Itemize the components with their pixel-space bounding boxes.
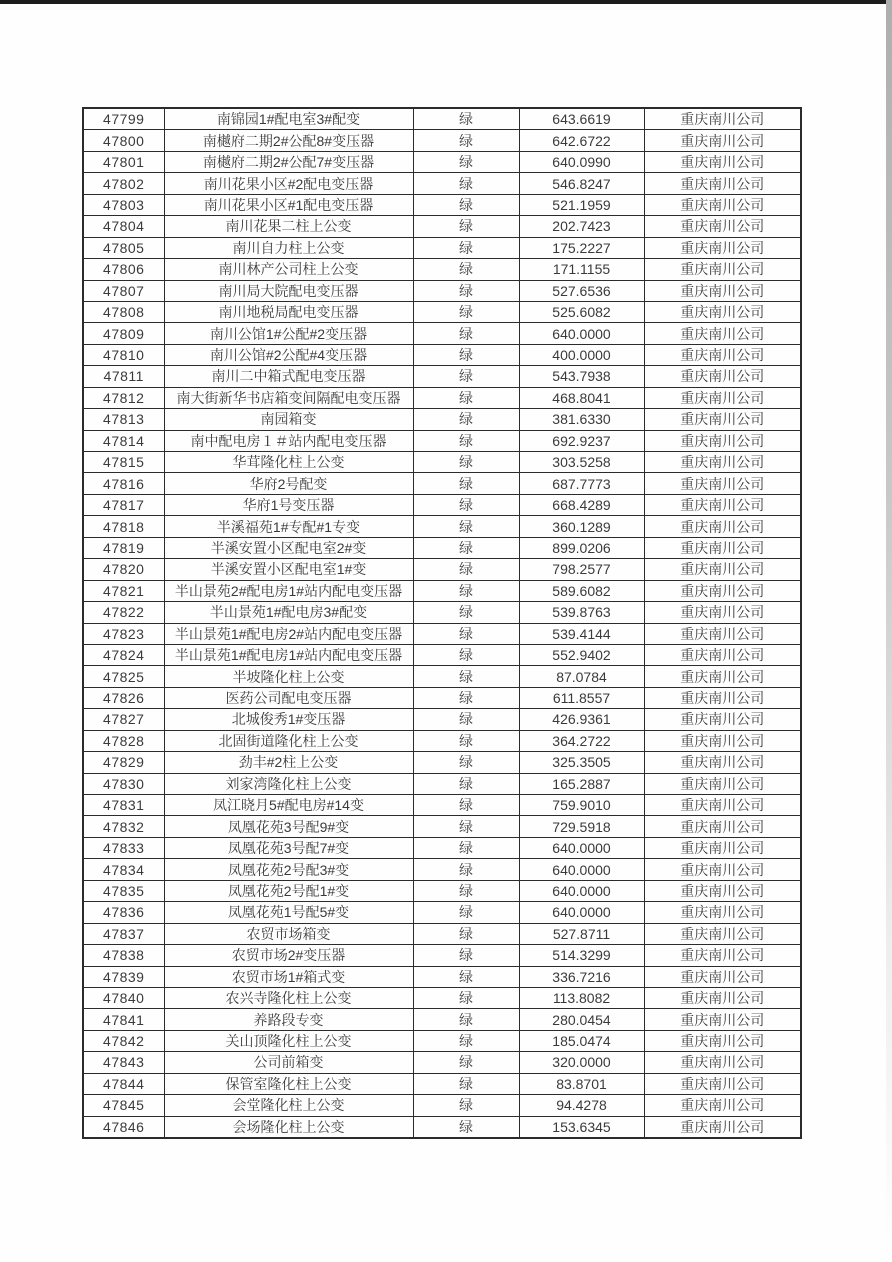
id-cell: 47846 [83, 1116, 164, 1138]
company-cell: 重庆南川公司 [644, 1052, 801, 1073]
id-cell: 47801 [83, 151, 164, 172]
name-cell: 南川二中箱式配电变压器 [164, 366, 413, 387]
value-cell: 640.0000 [519, 859, 644, 880]
value-cell: 640.0000 [519, 837, 644, 858]
name-cell: 南锦园1#配电室3#配变 [164, 108, 413, 130]
table-row [83, 1052, 801, 1073]
status-cell: 绿 [413, 194, 519, 215]
table-row [83, 516, 801, 537]
value-cell: 320.0000 [519, 1052, 644, 1073]
id-cell: 47805 [83, 237, 164, 258]
status-cell: 绿 [413, 173, 519, 194]
value-cell: 153.6345 [519, 1116, 644, 1138]
table-row [83, 602, 801, 623]
table-row [83, 730, 801, 751]
table-row [83, 902, 801, 923]
name-cell: 农贸市场2#变压器 [164, 945, 413, 966]
name-cell: 半坡隆化柱上公变 [164, 666, 413, 687]
status-cell: 绿 [413, 773, 519, 794]
id-cell: 47815 [83, 452, 164, 473]
value-cell: 364.2722 [519, 730, 644, 751]
table-row [83, 494, 801, 515]
table-row [83, 366, 801, 387]
id-cell: 47830 [83, 773, 164, 794]
name-cell: 半山景苑1#配电房2#站内配电变压器 [164, 623, 413, 644]
table-row [83, 344, 801, 365]
table-row [83, 837, 801, 858]
table-row [83, 1116, 801, 1138]
name-cell: 南川林产公司柱上公变 [164, 259, 413, 280]
company-cell: 重庆南川公司 [644, 623, 801, 644]
id-cell: 47799 [83, 108, 164, 130]
table-row [83, 173, 801, 194]
table-row [83, 966, 801, 987]
name-cell: 会场隆化柱上公变 [164, 1116, 413, 1138]
status-cell: 绿 [413, 494, 519, 515]
status-cell: 绿 [413, 730, 519, 751]
company-cell: 重庆南川公司 [644, 452, 801, 473]
id-cell: 47820 [83, 559, 164, 580]
status-cell: 绿 [413, 709, 519, 730]
name-cell: 凤凰花苑3号配7#变 [164, 837, 413, 858]
status-cell: 绿 [413, 666, 519, 687]
status-cell: 绿 [413, 323, 519, 344]
name-cell: 南园箱变 [164, 409, 413, 430]
table-row [83, 430, 801, 451]
id-cell: 47814 [83, 430, 164, 451]
company-cell: 重庆南川公司 [644, 559, 801, 580]
company-cell: 重庆南川公司 [644, 752, 801, 773]
name-cell: 养路段专变 [164, 1009, 413, 1030]
id-cell: 47837 [83, 923, 164, 944]
status-cell: 绿 [413, 473, 519, 494]
value-cell: 759.9010 [519, 795, 644, 816]
name-cell: 半山景苑2#配电房1#站内配电变压器 [164, 580, 413, 601]
name-cell: 南川地税局配电变压器 [164, 301, 413, 322]
name-cell: 农贸市场1#箱式变 [164, 966, 413, 987]
table-row [83, 644, 801, 665]
value-cell: 113.8082 [519, 987, 644, 1008]
value-cell: 589.6082 [519, 580, 644, 601]
name-cell: 医药公司配电变压器 [164, 687, 413, 708]
name-cell: 凤凰花苑1号配5#变 [164, 902, 413, 923]
status-cell: 绿 [413, 216, 519, 237]
company-cell: 重庆南川公司 [644, 987, 801, 1008]
company-cell: 重庆南川公司 [644, 130, 801, 151]
value-cell: 899.0206 [519, 537, 644, 558]
table-row [83, 795, 801, 816]
value-cell: 640.0000 [519, 880, 644, 901]
id-cell: 47800 [83, 130, 164, 151]
value-cell: 539.8763 [519, 602, 644, 623]
value-cell: 668.4289 [519, 494, 644, 515]
name-cell: 半山景苑1#配电房1#站内配电变压器 [164, 644, 413, 665]
status-cell: 绿 [413, 945, 519, 966]
status-cell: 绿 [413, 923, 519, 944]
name-cell: 农兴寺隆化柱上公变 [164, 987, 413, 1008]
status-cell: 绿 [413, 301, 519, 322]
table-row [83, 237, 801, 258]
value-cell: 280.0454 [519, 1009, 644, 1030]
value-cell: 546.8247 [519, 173, 644, 194]
id-cell: 47839 [83, 966, 164, 987]
company-cell: 重庆南川公司 [644, 880, 801, 901]
company-cell: 重庆南川公司 [644, 237, 801, 258]
table-row [83, 752, 801, 773]
status-cell: 绿 [413, 1009, 519, 1030]
equipment-table-wrap [82, 107, 802, 1139]
name-cell: 关山顶隆化柱上公变 [164, 1030, 413, 1051]
id-cell: 47816 [83, 473, 164, 494]
id-cell: 47821 [83, 580, 164, 601]
value-cell: 521.1959 [519, 194, 644, 215]
company-cell: 重庆南川公司 [644, 473, 801, 494]
table-row [83, 473, 801, 494]
id-cell: 47811 [83, 366, 164, 387]
status-cell: 绿 [413, 987, 519, 1008]
table-row [83, 452, 801, 473]
name-cell: 刘家湾隆化柱上公变 [164, 773, 413, 794]
name-cell: 南大街新华书店箱变间隔配电变压器 [164, 387, 413, 408]
company-cell: 重庆南川公司 [644, 837, 801, 858]
company-cell: 重庆南川公司 [644, 687, 801, 708]
value-cell: 687.7773 [519, 473, 644, 494]
name-cell: 公司前箱变 [164, 1052, 413, 1073]
company-cell: 重庆南川公司 [644, 108, 801, 130]
name-cell: 华府2号配变 [164, 473, 413, 494]
name-cell: 华茸隆化柱上公变 [164, 452, 413, 473]
name-cell: 南樾府二期2#公配7#变压器 [164, 151, 413, 172]
value-cell: 468.8041 [519, 387, 644, 408]
company-cell: 重庆南川公司 [644, 516, 801, 537]
company-cell: 重庆南川公司 [644, 301, 801, 322]
status-cell: 绿 [413, 1095, 519, 1116]
company-cell: 重庆南川公司 [644, 280, 801, 301]
page-right-edge [886, 0, 892, 1262]
status-cell: 绿 [413, 537, 519, 558]
company-cell: 重庆南川公司 [644, 259, 801, 280]
name-cell: 半溪安置小区配电室2#变 [164, 537, 413, 558]
table-row [83, 1030, 801, 1051]
name-cell: 南中配电房１＃站内配电变压器 [164, 430, 413, 451]
table-row [83, 259, 801, 280]
value-cell: 360.1289 [519, 516, 644, 537]
status-cell: 绿 [413, 687, 519, 708]
value-cell: 527.8711 [519, 923, 644, 944]
status-cell: 绿 [413, 280, 519, 301]
id-cell: 47844 [83, 1073, 164, 1094]
status-cell: 绿 [413, 859, 519, 880]
table-row [83, 773, 801, 794]
name-cell: 会堂隆化柱上公变 [164, 1095, 413, 1116]
table-row [83, 816, 801, 837]
value-cell: 692.9237 [519, 430, 644, 451]
company-cell: 重庆南川公司 [644, 194, 801, 215]
name-cell: 南川公馆#2公配#4变压器 [164, 344, 413, 365]
id-cell: 47824 [83, 644, 164, 665]
value-cell: 325.3505 [519, 752, 644, 773]
name-cell: 半山景苑1#配电房3#配变 [164, 602, 413, 623]
company-cell: 重庆南川公司 [644, 173, 801, 194]
table-row [83, 880, 801, 901]
table-row [83, 130, 801, 151]
table-row [83, 108, 801, 130]
name-cell: 南川自力柱上公变 [164, 237, 413, 258]
name-cell: 北固街道隆化柱上公变 [164, 730, 413, 751]
value-cell: 640.0000 [519, 323, 644, 344]
company-cell: 重庆南川公司 [644, 666, 801, 687]
name-cell: 南川花果小区#1配电变压器 [164, 194, 413, 215]
company-cell: 重庆南川公司 [644, 494, 801, 515]
table-row [83, 580, 801, 601]
id-cell: 47812 [83, 387, 164, 408]
name-cell: 半溪安置小区配电室1#变 [164, 559, 413, 580]
status-cell: 绿 [413, 387, 519, 408]
status-cell: 绿 [413, 795, 519, 816]
value-cell: 426.9361 [519, 709, 644, 730]
status-cell: 绿 [413, 902, 519, 923]
company-cell: 重庆南川公司 [644, 430, 801, 451]
company-cell: 重庆南川公司 [644, 1030, 801, 1051]
status-cell: 绿 [413, 409, 519, 430]
value-cell: 642.6722 [519, 130, 644, 151]
id-cell: 47818 [83, 516, 164, 537]
value-cell: 303.5258 [519, 452, 644, 473]
id-cell: 47835 [83, 880, 164, 901]
table-row [83, 859, 801, 880]
table-row [83, 1095, 801, 1116]
company-cell: 重庆南川公司 [644, 644, 801, 665]
id-cell: 47836 [83, 902, 164, 923]
id-cell: 47813 [83, 409, 164, 430]
value-cell: 175.2227 [519, 237, 644, 258]
id-cell: 47804 [83, 216, 164, 237]
status-cell: 绿 [413, 1073, 519, 1094]
id-cell: 47838 [83, 945, 164, 966]
table-row [83, 987, 801, 1008]
id-cell: 47809 [83, 323, 164, 344]
company-cell: 重庆南川公司 [644, 323, 801, 344]
value-cell: 83.8701 [519, 1073, 644, 1094]
status-cell: 绿 [413, 1116, 519, 1138]
status-cell: 绿 [413, 344, 519, 365]
table-row [83, 687, 801, 708]
value-cell: 640.0000 [519, 902, 644, 923]
company-cell: 重庆南川公司 [644, 816, 801, 837]
id-cell: 47828 [83, 730, 164, 751]
value-cell: 552.9402 [519, 644, 644, 665]
id-cell: 47845 [83, 1095, 164, 1116]
id-cell: 47810 [83, 344, 164, 365]
company-cell: 重庆南川公司 [644, 1073, 801, 1094]
name-cell: 南川局大院配电变压器 [164, 280, 413, 301]
name-cell: 南川公馆1#公配#2变压器 [164, 323, 413, 344]
company-cell: 重庆南川公司 [644, 945, 801, 966]
company-cell: 重庆南川公司 [644, 795, 801, 816]
table-row [83, 559, 801, 580]
id-cell: 47803 [83, 194, 164, 215]
table-row [83, 623, 801, 644]
name-cell: 凤江晓月5#配电房#14变 [164, 795, 413, 816]
table-row [83, 280, 801, 301]
value-cell: 94.4278 [519, 1095, 644, 1116]
value-cell: 336.7216 [519, 966, 644, 987]
value-cell: 525.6082 [519, 301, 644, 322]
name-cell: 北城俊秀1#变压器 [164, 709, 413, 730]
table-row [83, 301, 801, 322]
value-cell: 539.4144 [519, 623, 644, 644]
id-cell: 47817 [83, 494, 164, 515]
status-cell: 绿 [413, 1052, 519, 1073]
name-cell: 南樾府二期2#公配8#变压器 [164, 130, 413, 151]
name-cell: 凤凰花苑3号配9#变 [164, 816, 413, 837]
status-cell: 绿 [413, 452, 519, 473]
table-row [83, 387, 801, 408]
value-cell: 798.2577 [519, 559, 644, 580]
status-cell: 绿 [413, 966, 519, 987]
value-cell: 527.6536 [519, 280, 644, 301]
company-cell: 重庆南川公司 [644, 1095, 801, 1116]
status-cell: 绿 [413, 816, 519, 837]
company-cell: 重庆南川公司 [644, 1116, 801, 1138]
value-cell: 381.6330 [519, 409, 644, 430]
id-cell: 47806 [83, 259, 164, 280]
id-cell: 47843 [83, 1052, 164, 1073]
value-cell: 202.7423 [519, 216, 644, 237]
id-cell: 47826 [83, 687, 164, 708]
status-cell: 绿 [413, 430, 519, 451]
id-cell: 47819 [83, 537, 164, 558]
table-row [83, 194, 801, 215]
value-cell: 165.2887 [519, 773, 644, 794]
id-cell: 47831 [83, 795, 164, 816]
company-cell: 重庆南川公司 [644, 902, 801, 923]
company-cell: 重庆南川公司 [644, 709, 801, 730]
company-cell: 重庆南川公司 [644, 859, 801, 880]
name-cell: 半溪福苑1#专配#1专变 [164, 516, 413, 537]
status-cell: 绿 [413, 151, 519, 172]
company-cell: 重庆南川公司 [644, 602, 801, 623]
table-row [83, 923, 801, 944]
company-cell: 重庆南川公司 [644, 366, 801, 387]
status-cell: 绿 [413, 237, 519, 258]
value-cell: 514.3299 [519, 945, 644, 966]
company-cell: 重庆南川公司 [644, 537, 801, 558]
value-cell: 729.5918 [519, 816, 644, 837]
value-cell: 611.8557 [519, 687, 644, 708]
id-cell: 47802 [83, 173, 164, 194]
status-cell: 绿 [413, 602, 519, 623]
equipment-table [82, 107, 802, 1139]
table-row [83, 151, 801, 172]
table-row [83, 216, 801, 237]
name-cell: 保管室隆化柱上公变 [164, 1073, 413, 1094]
id-cell: 47833 [83, 837, 164, 858]
status-cell: 绿 [413, 837, 519, 858]
id-cell: 47807 [83, 280, 164, 301]
status-cell: 绿 [413, 559, 519, 580]
name-cell: 农贸市场箱变 [164, 923, 413, 944]
page-top-edge [0, 0, 892, 4]
id-cell: 47825 [83, 666, 164, 687]
company-cell: 重庆南川公司 [644, 216, 801, 237]
value-cell: 171.1155 [519, 259, 644, 280]
status-cell: 绿 [413, 108, 519, 130]
id-cell: 47829 [83, 752, 164, 773]
status-cell: 绿 [413, 259, 519, 280]
status-cell: 绿 [413, 580, 519, 601]
value-cell: 87.0784 [519, 666, 644, 687]
name-cell: 南川花果小区#2配电变压器 [164, 173, 413, 194]
id-cell: 47832 [83, 816, 164, 837]
status-cell: 绿 [413, 880, 519, 901]
value-cell: 185.0474 [519, 1030, 644, 1051]
table-row [83, 945, 801, 966]
table-row [83, 537, 801, 558]
id-cell: 47827 [83, 709, 164, 730]
value-cell: 543.7938 [519, 366, 644, 387]
company-cell: 重庆南川公司 [644, 580, 801, 601]
table-row [83, 409, 801, 430]
name-cell: 劲丰#2柱上公变 [164, 752, 413, 773]
status-cell: 绿 [413, 623, 519, 644]
company-cell: 重庆南川公司 [644, 409, 801, 430]
name-cell: 华府1号变压器 [164, 494, 413, 515]
company-cell: 重庆南川公司 [644, 966, 801, 987]
status-cell: 绿 [413, 366, 519, 387]
company-cell: 重庆南川公司 [644, 1009, 801, 1030]
name-cell: 凤凰花苑2号配3#变 [164, 859, 413, 880]
status-cell: 绿 [413, 752, 519, 773]
status-cell: 绿 [413, 130, 519, 151]
id-cell: 47842 [83, 1030, 164, 1051]
id-cell: 47808 [83, 301, 164, 322]
id-cell: 47822 [83, 602, 164, 623]
id-cell: 47840 [83, 987, 164, 1008]
id-cell: 47834 [83, 859, 164, 880]
table-row [83, 666, 801, 687]
status-cell: 绿 [413, 516, 519, 537]
company-cell: 重庆南川公司 [644, 151, 801, 172]
value-cell: 400.0000 [519, 344, 644, 365]
company-cell: 重庆南川公司 [644, 387, 801, 408]
status-cell: 绿 [413, 1030, 519, 1051]
name-cell: 南川花果二柱上公变 [164, 216, 413, 237]
table-row [83, 323, 801, 344]
company-cell: 重庆南川公司 [644, 730, 801, 751]
company-cell: 重庆南川公司 [644, 344, 801, 365]
name-cell: 凤凰花苑2号配1#变 [164, 880, 413, 901]
value-cell: 643.6619 [519, 108, 644, 130]
table-row [83, 1073, 801, 1094]
id-cell: 47841 [83, 1009, 164, 1030]
id-cell: 47823 [83, 623, 164, 644]
company-cell: 重庆南川公司 [644, 923, 801, 944]
table-row [83, 1009, 801, 1030]
company-cell: 重庆南川公司 [644, 773, 801, 794]
value-cell: 640.0990 [519, 151, 644, 172]
status-cell: 绿 [413, 644, 519, 665]
table-row [83, 709, 801, 730]
